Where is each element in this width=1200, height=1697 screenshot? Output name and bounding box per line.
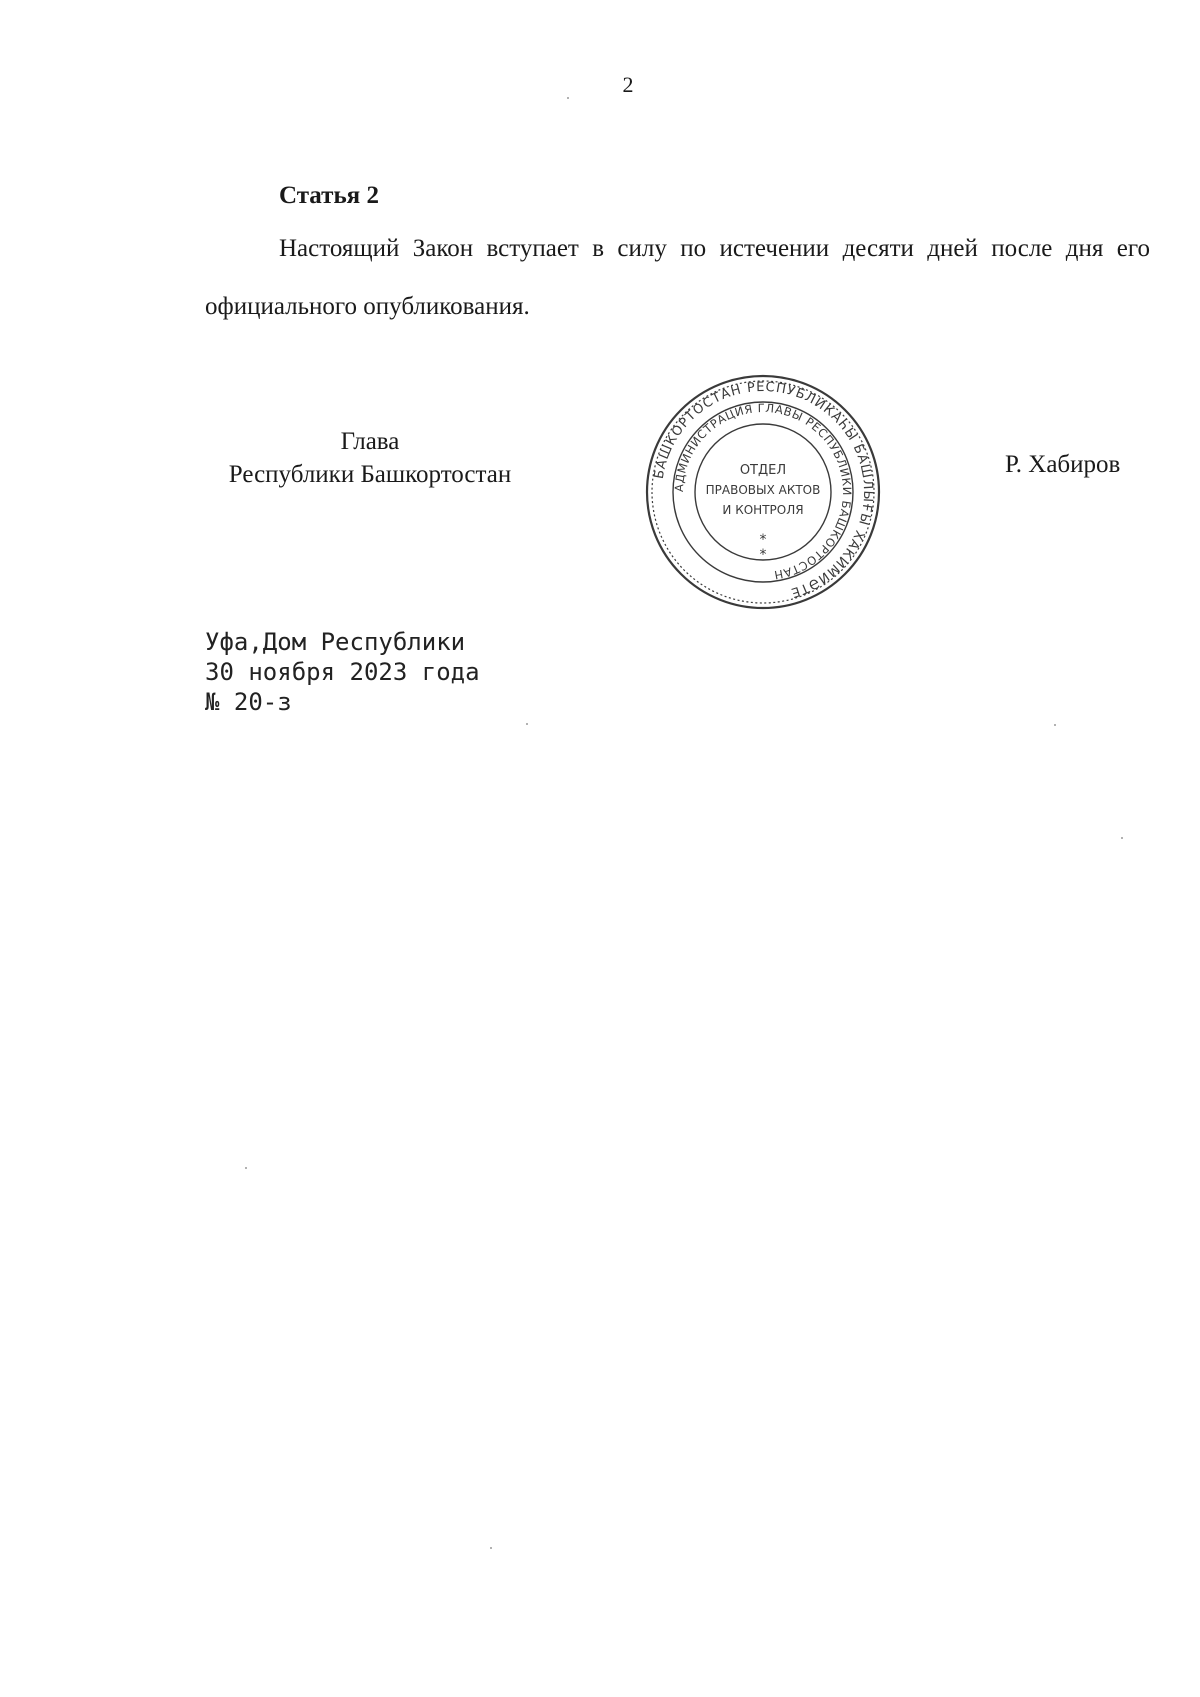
page-number: 2 [622,72,634,97]
stamp-inner-text: АДМИНИСТРАЦИЯ ГЛАВЫ РЕСПУБЛИКИ БАШКОРТОСТАН [671,400,855,583]
article-title: Статья 2 [279,182,379,209]
stamp-star-icon: * [759,532,767,548]
document-number: № 20-з [205,688,292,716]
stamp-star-icon: * [759,547,767,563]
stamp-center-line1: ОТДЕЛ [739,463,787,478]
scan-speck [490,1547,492,1549]
signatory-title-line2: Республики Башкортостан [228,461,512,488]
signatory-title-line1: Глава [340,428,400,455]
signatory-name: Р. Хабиров [1005,451,1121,478]
scan-speck [245,1167,247,1169]
stamp-center-line3: И КОНТРОЛЯ [722,503,804,517]
place: Уфа,Дом Республики [205,628,466,656]
stamp-center-line2: ПРАВОВЫХ АКТОВ [705,483,821,497]
scan-speck [526,723,528,725]
official-stamp [645,374,881,610]
article-text: Настоящий Закон вступает в силу по истечении десяти дней после дня его официального опубликования. [205,235,1150,320]
stamp-outer-text: БАШКОРТОСТАН РЕСПУБЛИКАҺЫ БАШЛЫҒЫ ХАКИМИӘТЕ [651,379,876,601]
scan-speck [1054,724,1056,726]
scan-speck [1121,837,1123,839]
signatory-title [205,425,535,491]
place-date-block [205,627,480,717]
date: 30 ноября 2023 года [205,658,480,686]
scan-speck [567,97,569,99]
